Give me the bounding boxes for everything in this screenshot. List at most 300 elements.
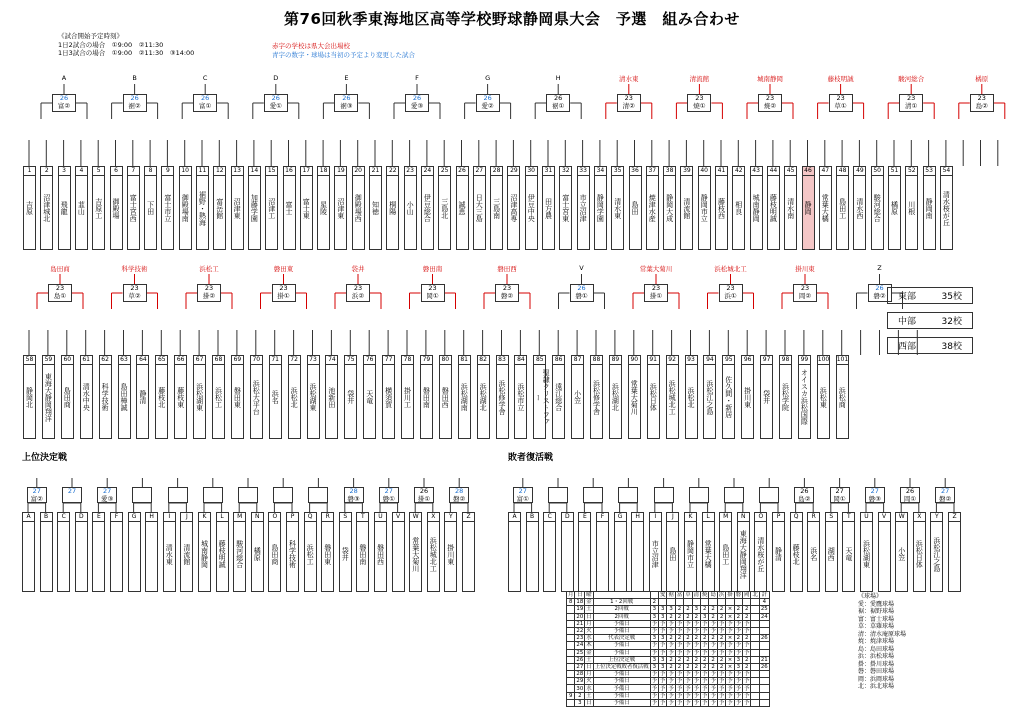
schedule-cell	[567, 613, 575, 620]
venue-item: 愛：愛鷹球場	[858, 600, 895, 608]
school-box	[836, 355, 849, 439]
schedule-cell: 日	[586, 663, 592, 670]
schedule-cell	[751, 663, 759, 670]
schedule-cell: 26	[576, 656, 584, 663]
final-slot	[631, 512, 644, 592]
schedule-cell: 3	[650, 656, 658, 663]
schedule-cell	[751, 671, 759, 678]
schedule-header-cell: 掛	[727, 592, 733, 599]
school-name: 遠江総合	[554, 383, 563, 411]
slot-letter: L	[217, 513, 228, 522]
count-value: 32校	[941, 317, 962, 327]
slot-school: 橘原	[253, 547, 262, 561]
slot-letter: F	[597, 513, 608, 522]
school-name: 藤枝西	[717, 197, 726, 219]
schedule-cell: 2	[709, 635, 717, 642]
school-name: 小笠	[573, 390, 582, 404]
school-name: 浜松学院	[781, 383, 790, 411]
school-name: オイスカ浜松国際	[800, 369, 809, 425]
match-box	[546, 94, 570, 112]
schedule-cell: 予	[710, 628, 716, 635]
school-box	[473, 166, 486, 250]
schedule-row	[567, 671, 770, 678]
schedule-cell: 予	[676, 699, 683, 706]
school-box	[196, 166, 209, 250]
schedule-cell	[567, 627, 575, 634]
final-slot	[110, 512, 123, 592]
school-box	[750, 166, 763, 250]
final-slot	[339, 512, 352, 592]
school-name: 沼津東	[233, 197, 242, 219]
school-box	[779, 355, 792, 439]
slot-letter: W	[410, 513, 421, 522]
schedule-cell: ×	[727, 656, 733, 663]
slot-letter: W	[896, 513, 907, 522]
school-name: 誠恵	[458, 201, 466, 215]
school-number: 59	[44, 356, 53, 363]
group-winner: 浜松城北工	[714, 265, 747, 273]
slot-school: 浜松城北工	[429, 536, 438, 572]
school-name: 聖隷クリストファー	[534, 369, 551, 425]
page-title: 第76回秋季東海地区高等学校野球静岡県大会 予選 組み合わせ	[284, 10, 740, 28]
schedule-cell: 予	[651, 671, 657, 678]
school-name: 浜松日体	[649, 383, 658, 411]
schedule-cell: 予	[660, 642, 666, 649]
schedule-cell	[751, 627, 759, 634]
match-box	[687, 94, 711, 112]
slot-letter: E	[93, 513, 104, 522]
slot-letter: F	[111, 513, 122, 522]
schedule-cell: 23	[576, 635, 584, 642]
schedule-cell: 予	[693, 685, 700, 692]
match-date: 23	[624, 94, 633, 102]
schedule-cell: 30	[576, 685, 584, 692]
match-venue: 富②	[57, 101, 71, 110]
match-venue: 岡①	[426, 291, 439, 300]
school-number: 1	[24, 167, 35, 176]
schedule-header-cell	[593, 592, 650, 599]
schedule-cell: 予	[727, 628, 733, 635]
match-date: 26	[800, 487, 809, 495]
school-name: 常葉大菊川	[630, 379, 639, 415]
school-number: 25	[440, 167, 449, 174]
schedule-cell: 25	[760, 606, 768, 613]
school-box	[629, 166, 642, 250]
school-name: 静岡大成	[665, 194, 674, 222]
school-box	[352, 166, 365, 250]
schedule-cell: 予	[685, 620, 691, 627]
schedule-cell: 3	[650, 635, 658, 642]
school-name: 浜松湖東	[195, 383, 204, 411]
schedule-cell	[751, 599, 759, 606]
school-name: 星陵	[319, 201, 328, 215]
schedule-cell: 2	[575, 692, 585, 699]
schedule-cell: 2	[684, 606, 692, 613]
schedule-cell: 予備日	[593, 627, 650, 634]
school-name: 浜名	[271, 390, 280, 404]
schedule-cell: 2	[667, 656, 675, 663]
schedule-cell: 予	[735, 642, 742, 649]
school-name: 伊豆中央	[527, 194, 536, 222]
match-date: 23	[977, 94, 986, 102]
schedule-cell: 21	[760, 656, 768, 663]
group-label: E	[344, 74, 349, 82]
school-box	[798, 355, 811, 439]
slot-letter: X	[428, 513, 439, 522]
schedule-cell: 予	[668, 649, 674, 656]
schedule-cell	[751, 649, 759, 656]
school-name: 静岡北	[25, 386, 34, 408]
schedule-cell	[567, 649, 575, 656]
school-number: 46	[804, 167, 812, 174]
schedule-cell	[759, 692, 769, 699]
school-box	[888, 166, 901, 250]
group-label: F	[415, 74, 419, 82]
match-venue: 掛①	[417, 494, 431, 503]
schedule-cell: 2回戦	[593, 613, 650, 620]
schedule-cell: 2	[667, 663, 675, 670]
final-slot	[128, 512, 141, 592]
match-date: 23	[130, 284, 139, 292]
schedule-cell: 予	[718, 642, 725, 649]
match-date: 23	[800, 284, 810, 292]
match-venue: 磐①	[575, 291, 588, 300]
schedule-cell: 予	[744, 620, 750, 627]
schedule-row	[567, 642, 770, 649]
school-number: 63	[120, 356, 128, 363]
match-venue: 愛①	[269, 101, 282, 110]
schedule-cell: 9	[567, 692, 575, 699]
schedule-cell	[751, 656, 759, 663]
group-label: Z	[877, 264, 882, 272]
school-number: 72	[290, 356, 298, 363]
school-box	[542, 166, 555, 250]
schedule-cell	[567, 678, 575, 685]
school-name: 小山	[406, 201, 415, 215]
match-venue: 島②	[798, 494, 811, 503]
final-slot	[578, 512, 591, 592]
school-number: 10	[181, 167, 189, 174]
school-name: 浜松工	[214, 386, 223, 408]
schedule-cell	[567, 635, 575, 642]
school-name: 静岡市立	[700, 194, 709, 222]
school-name: 掛川東	[743, 386, 752, 408]
match-venue: 富②	[30, 494, 43, 503]
match-date: 26	[342, 94, 351, 102]
slot-letter: B	[41, 513, 52, 522]
school-number: 24	[423, 167, 432, 174]
school-number: 45	[786, 167, 795, 174]
school-name: 静岡南	[925, 197, 934, 219]
schedule-cell: 水	[586, 635, 592, 642]
school-name: 飛龍	[60, 201, 69, 215]
school-number: 78	[403, 356, 412, 363]
match-date: 28	[455, 487, 464, 495]
slot-letter: Y	[931, 513, 942, 522]
slot-school: 島田工	[721, 543, 730, 565]
school-name: 御殿場南	[181, 194, 190, 222]
schedule-cell: 予	[727, 699, 733, 706]
schedule-cell: 2	[717, 606, 725, 613]
slot-school: 東海大静岡翔洋	[739, 529, 748, 579]
school-box	[923, 166, 936, 250]
school-box	[940, 166, 953, 250]
schedule-cell: 予	[651, 678, 657, 685]
schedule-cell: 予	[693, 628, 700, 635]
schedule-cell	[659, 599, 667, 606]
schedule-cell: 4	[759, 599, 769, 606]
schedule-cell: 3	[575, 699, 585, 706]
slot-letter: Q	[791, 513, 802, 522]
schedule-cell: 予	[710, 649, 716, 656]
slot-school: 島田商	[270, 543, 279, 565]
schedule-cell: 予備日	[593, 685, 650, 692]
schedule-cell: 予	[676, 628, 683, 635]
match-box	[617, 94, 641, 112]
school-box	[533, 355, 551, 439]
final-match-box	[238, 487, 258, 503]
final-slot	[842, 512, 855, 592]
schedule-cell: 予	[727, 671, 733, 678]
school-name: 富士宮西	[129, 194, 138, 222]
school-number: 4	[76, 167, 87, 176]
group-label: A	[61, 74, 67, 82]
final-slot	[57, 512, 70, 592]
school-box	[490, 166, 503, 250]
slot-letter: R	[322, 513, 333, 522]
match-venue: 岡②	[798, 291, 812, 300]
school-number: 68	[214, 356, 223, 363]
schedule-cell	[751, 635, 759, 642]
schedule-cell: 土	[586, 606, 592, 613]
school-name: 清水桜が丘	[942, 190, 951, 226]
school-box	[401, 355, 414, 439]
schedule-cell: 予	[735, 671, 742, 678]
school-name: 浜松修学舎	[592, 379, 601, 415]
match-venue: 磐③	[868, 494, 881, 503]
schedule-cell: 3	[659, 613, 667, 620]
schedule-cell: 予	[735, 685, 742, 692]
schedule-cell: 予	[660, 628, 666, 635]
schedule-header-cell: 清	[693, 592, 700, 599]
school-name: 御殿場	[112, 197, 120, 219]
match-date: 26	[271, 94, 280, 102]
slot-school: 浜松江之島	[932, 536, 941, 572]
match-box	[346, 284, 370, 302]
school-name: 浜松東	[819, 386, 828, 408]
final-slot	[790, 512, 803, 592]
school-name: 清水南	[786, 197, 795, 219]
school-number: 40	[700, 167, 708, 174]
schedule-cell: 予	[702, 620, 708, 627]
match-box	[644, 284, 668, 302]
school-box	[231, 166, 244, 250]
school-name: 富士	[285, 201, 293, 215]
school-name: 韮山	[77, 201, 86, 215]
school-number: 66	[176, 356, 185, 363]
final-match-box	[273, 487, 293, 503]
schedule-cell: 2	[743, 613, 751, 620]
schedule-cell: 予	[651, 620, 657, 627]
final-slot	[649, 512, 662, 592]
school-box	[905, 166, 918, 250]
schedule-row	[567, 656, 770, 663]
schedule-row	[567, 649, 770, 656]
schedule-cell: 予	[660, 678, 666, 685]
school-box	[715, 166, 728, 250]
match-date: 23	[279, 284, 288, 292]
schedule-row	[567, 613, 770, 620]
schedule-cell: 水	[586, 685, 592, 692]
final-slot	[444, 512, 457, 592]
count-label: 中部	[898, 317, 917, 327]
school-name: 浜松商	[838, 386, 847, 408]
match-venue: 焼②	[763, 101, 777, 110]
schedule-cell: 24	[576, 642, 584, 649]
schedule-cell: 8	[567, 599, 575, 606]
schedule-cell: 2	[734, 606, 742, 613]
group-winner: 藤枝明誠	[827, 75, 854, 83]
school-name: 沼津工	[267, 197, 276, 219]
schedule-cell	[751, 685, 759, 692]
slot-letter: G	[129, 513, 140, 522]
slot-letter: Y	[445, 513, 456, 522]
school-name: 島田商	[63, 386, 72, 408]
schedule-cell: 予	[693, 671, 700, 678]
school-name: 静清	[138, 390, 147, 404]
school-name: 三島南	[492, 197, 501, 219]
schedule-cell: 予	[685, 628, 691, 635]
school-box	[703, 355, 716, 439]
slot-letter: Z	[463, 513, 474, 522]
count-west	[887, 337, 973, 354]
final-match-box	[132, 487, 152, 503]
school-name: 浜松湖北	[479, 383, 488, 411]
match-venue: 清②	[622, 101, 635, 110]
match-date: 23	[765, 94, 775, 102]
final-slot	[268, 512, 281, 592]
venue-item: 《球場》	[858, 593, 883, 600]
count-value: 38校	[941, 342, 962, 352]
final-match-box	[344, 487, 364, 503]
match-venue: 掛②	[202, 291, 216, 300]
schedule-cell	[567, 685, 575, 692]
schedule-cell: 予	[702, 642, 708, 649]
schedule-cell: 2	[701, 635, 709, 642]
schedule-cell: 予	[651, 649, 657, 656]
slot-letter: T	[843, 513, 854, 522]
schedule-cell	[726, 599, 734, 606]
match-venue: 島②	[975, 101, 988, 110]
schedule-cell: 2	[667, 635, 675, 642]
slot-letter: O	[269, 513, 280, 522]
schedule-cell	[717, 599, 725, 606]
schedule-cell	[759, 649, 769, 656]
match-date: 23	[428, 284, 437, 292]
group-winner: 橘原	[975, 75, 989, 83]
school-name: 清水東	[613, 197, 622, 219]
schedule-cell: 2	[709, 613, 717, 620]
match-date: 26	[554, 94, 563, 102]
group-winner: 島田商	[50, 265, 70, 273]
match-venue: 草①	[834, 101, 847, 110]
final-match-box	[308, 487, 328, 503]
slot-letter: Q	[305, 513, 316, 522]
schedule-header-cell: 富	[676, 592, 683, 599]
schedule-row	[567, 663, 770, 670]
school-number: 22	[388, 167, 397, 174]
final-slot	[913, 512, 926, 592]
schedule-cell	[751, 699, 759, 706]
school-number: 15	[267, 167, 276, 174]
final-match-box	[203, 487, 223, 503]
school-box	[628, 355, 641, 439]
schedule-cell: 予	[685, 692, 691, 699]
school-number: 18	[319, 167, 328, 174]
school-number: 80	[441, 356, 450, 363]
school-box	[559, 166, 572, 250]
schedule-cell: 予備日	[593, 699, 650, 706]
slot-letter: R	[808, 513, 819, 522]
school-box	[213, 166, 226, 250]
venue-item: 島：島田球場	[858, 645, 895, 653]
school-number: 7	[128, 167, 139, 176]
schedule-cell: 土	[586, 692, 592, 699]
school-box	[283, 166, 296, 250]
schedule-cell: 予	[685, 671, 691, 678]
venue-list	[858, 593, 906, 691]
schedule-cell: 予	[735, 699, 742, 706]
slot-school: 湖西	[827, 547, 836, 561]
school-box	[817, 355, 830, 439]
school-number: 99	[800, 356, 809, 363]
schedule-cell	[709, 599, 717, 606]
school-name: 磐田南	[422, 386, 431, 408]
school-number: 21	[371, 167, 380, 174]
final-slot	[22, 512, 35, 592]
school-box	[458, 355, 471, 439]
schedule-cell	[567, 620, 575, 627]
school-name: 富岳館	[215, 197, 224, 219]
slot-school: 静岡市立	[686, 540, 695, 568]
schedule-cell: 予備日	[593, 649, 650, 656]
schedule-cell: 予	[710, 620, 716, 627]
schedule-cell: 予	[660, 685, 666, 692]
schedule-cell: 2	[743, 663, 751, 670]
slot-school: 浜松日体	[915, 540, 924, 568]
schedule-cell: 予	[718, 620, 725, 627]
school-number: 42	[734, 167, 743, 174]
school-name: 三島北	[440, 197, 449, 219]
schedule-cell: 2	[734, 613, 742, 620]
school-number: 36	[631, 167, 639, 174]
final-slot	[216, 512, 229, 592]
schedule-cell: 予	[710, 699, 716, 706]
match-box	[123, 284, 147, 302]
schedule-cell: 日	[586, 613, 592, 620]
schedule-cell: 予	[685, 642, 691, 649]
final-match-box	[654, 487, 674, 503]
schedule-cell: 予	[651, 685, 657, 692]
slot-letter: I	[164, 513, 175, 522]
schedule-cell: 2	[684, 635, 692, 642]
match-box	[272, 284, 296, 302]
final-match-box	[724, 487, 744, 503]
schedule-header-cell: 島	[710, 592, 716, 599]
final-slot	[543, 512, 556, 592]
match-box	[334, 94, 358, 112]
notes-line: 1日3試合の場合 ①9:00 ②11:30 ③14:00	[58, 49, 195, 57]
